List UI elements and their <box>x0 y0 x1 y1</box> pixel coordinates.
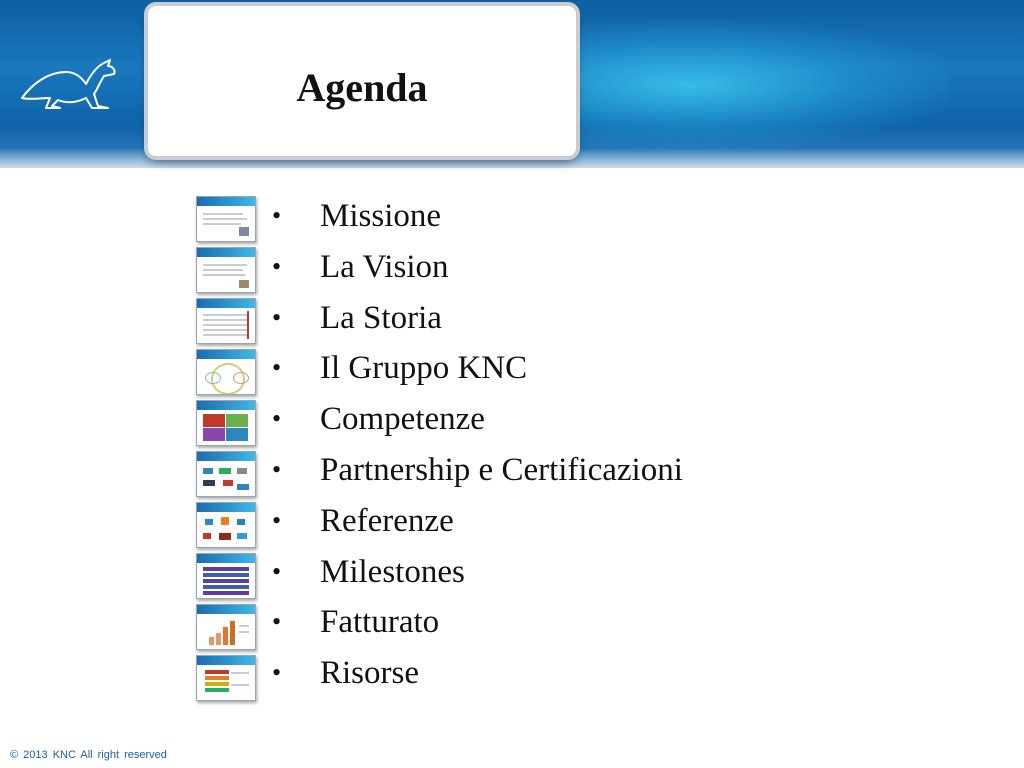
bullet-icon: • <box>272 404 282 434</box>
thumbnail-referenze[interactable] <box>196 502 256 548</box>
agenda-item <box>270 397 683 448</box>
agenda-item <box>270 448 683 499</box>
bullet-icon: • <box>272 353 282 383</box>
thumbnail-competenze[interactable] <box>196 400 256 446</box>
thumbnail-gruppo[interactable] <box>196 349 256 395</box>
bullet-icon: • <box>272 201 282 230</box>
agenda-item <box>270 194 683 245</box>
agenda-item <box>270 499 683 550</box>
slide-title: Agenda <box>296 65 428 110</box>
agenda-item-label: Fatturato <box>320 604 440 641</box>
agenda-item-label: Il Gruppo KNC <box>320 350 528 387</box>
thumbnail-milestones[interactable] <box>196 553 256 599</box>
bullet-icon: • <box>272 302 282 332</box>
agenda-item <box>270 346 683 397</box>
bullet-icon: • <box>272 607 282 637</box>
bullet-icon: • <box>272 505 282 535</box>
agenda-item <box>270 550 683 601</box>
agenda-item-label: Missione <box>320 198 442 234</box>
agenda-list <box>270 194 683 702</box>
agenda-item <box>270 600 683 651</box>
bullet-icon: • <box>272 658 282 688</box>
agenda-item-label: Competenze <box>320 401 485 438</box>
thumbnail-missione[interactable] <box>196 196 256 242</box>
kangaroo-logo-icon <box>18 54 118 114</box>
agenda-item-label: Referenze <box>320 502 454 539</box>
bullet-icon: • <box>272 251 282 281</box>
agenda-item-label: La Vision <box>320 248 449 285</box>
footer-copyright: © 2013 KNC All right reserved <box>10 749 167 761</box>
bullet-icon: • <box>272 454 282 484</box>
thumbnail-storia[interactable] <box>196 298 256 344</box>
agenda-item <box>270 245 683 296</box>
thumbnail-partnership[interactable] <box>196 451 256 497</box>
agenda-item-label: Risorse <box>320 655 419 692</box>
slide-thumbnails <box>196 196 256 706</box>
agenda-item <box>270 296 683 347</box>
agenda-item <box>270 651 683 702</box>
thumbnail-risorse[interactable] <box>196 655 256 701</box>
thumbnail-vision[interactable] <box>196 247 256 293</box>
agenda-item-label: Milestones <box>320 553 465 590</box>
agenda-item-label: Partnership e Certificazioni <box>320 451 683 488</box>
bullet-icon: • <box>272 556 282 586</box>
thumbnail-fatturato[interactable] <box>196 604 256 650</box>
agenda-item-label: La Storia <box>320 299 442 336</box>
title-card <box>148 6 576 156</box>
